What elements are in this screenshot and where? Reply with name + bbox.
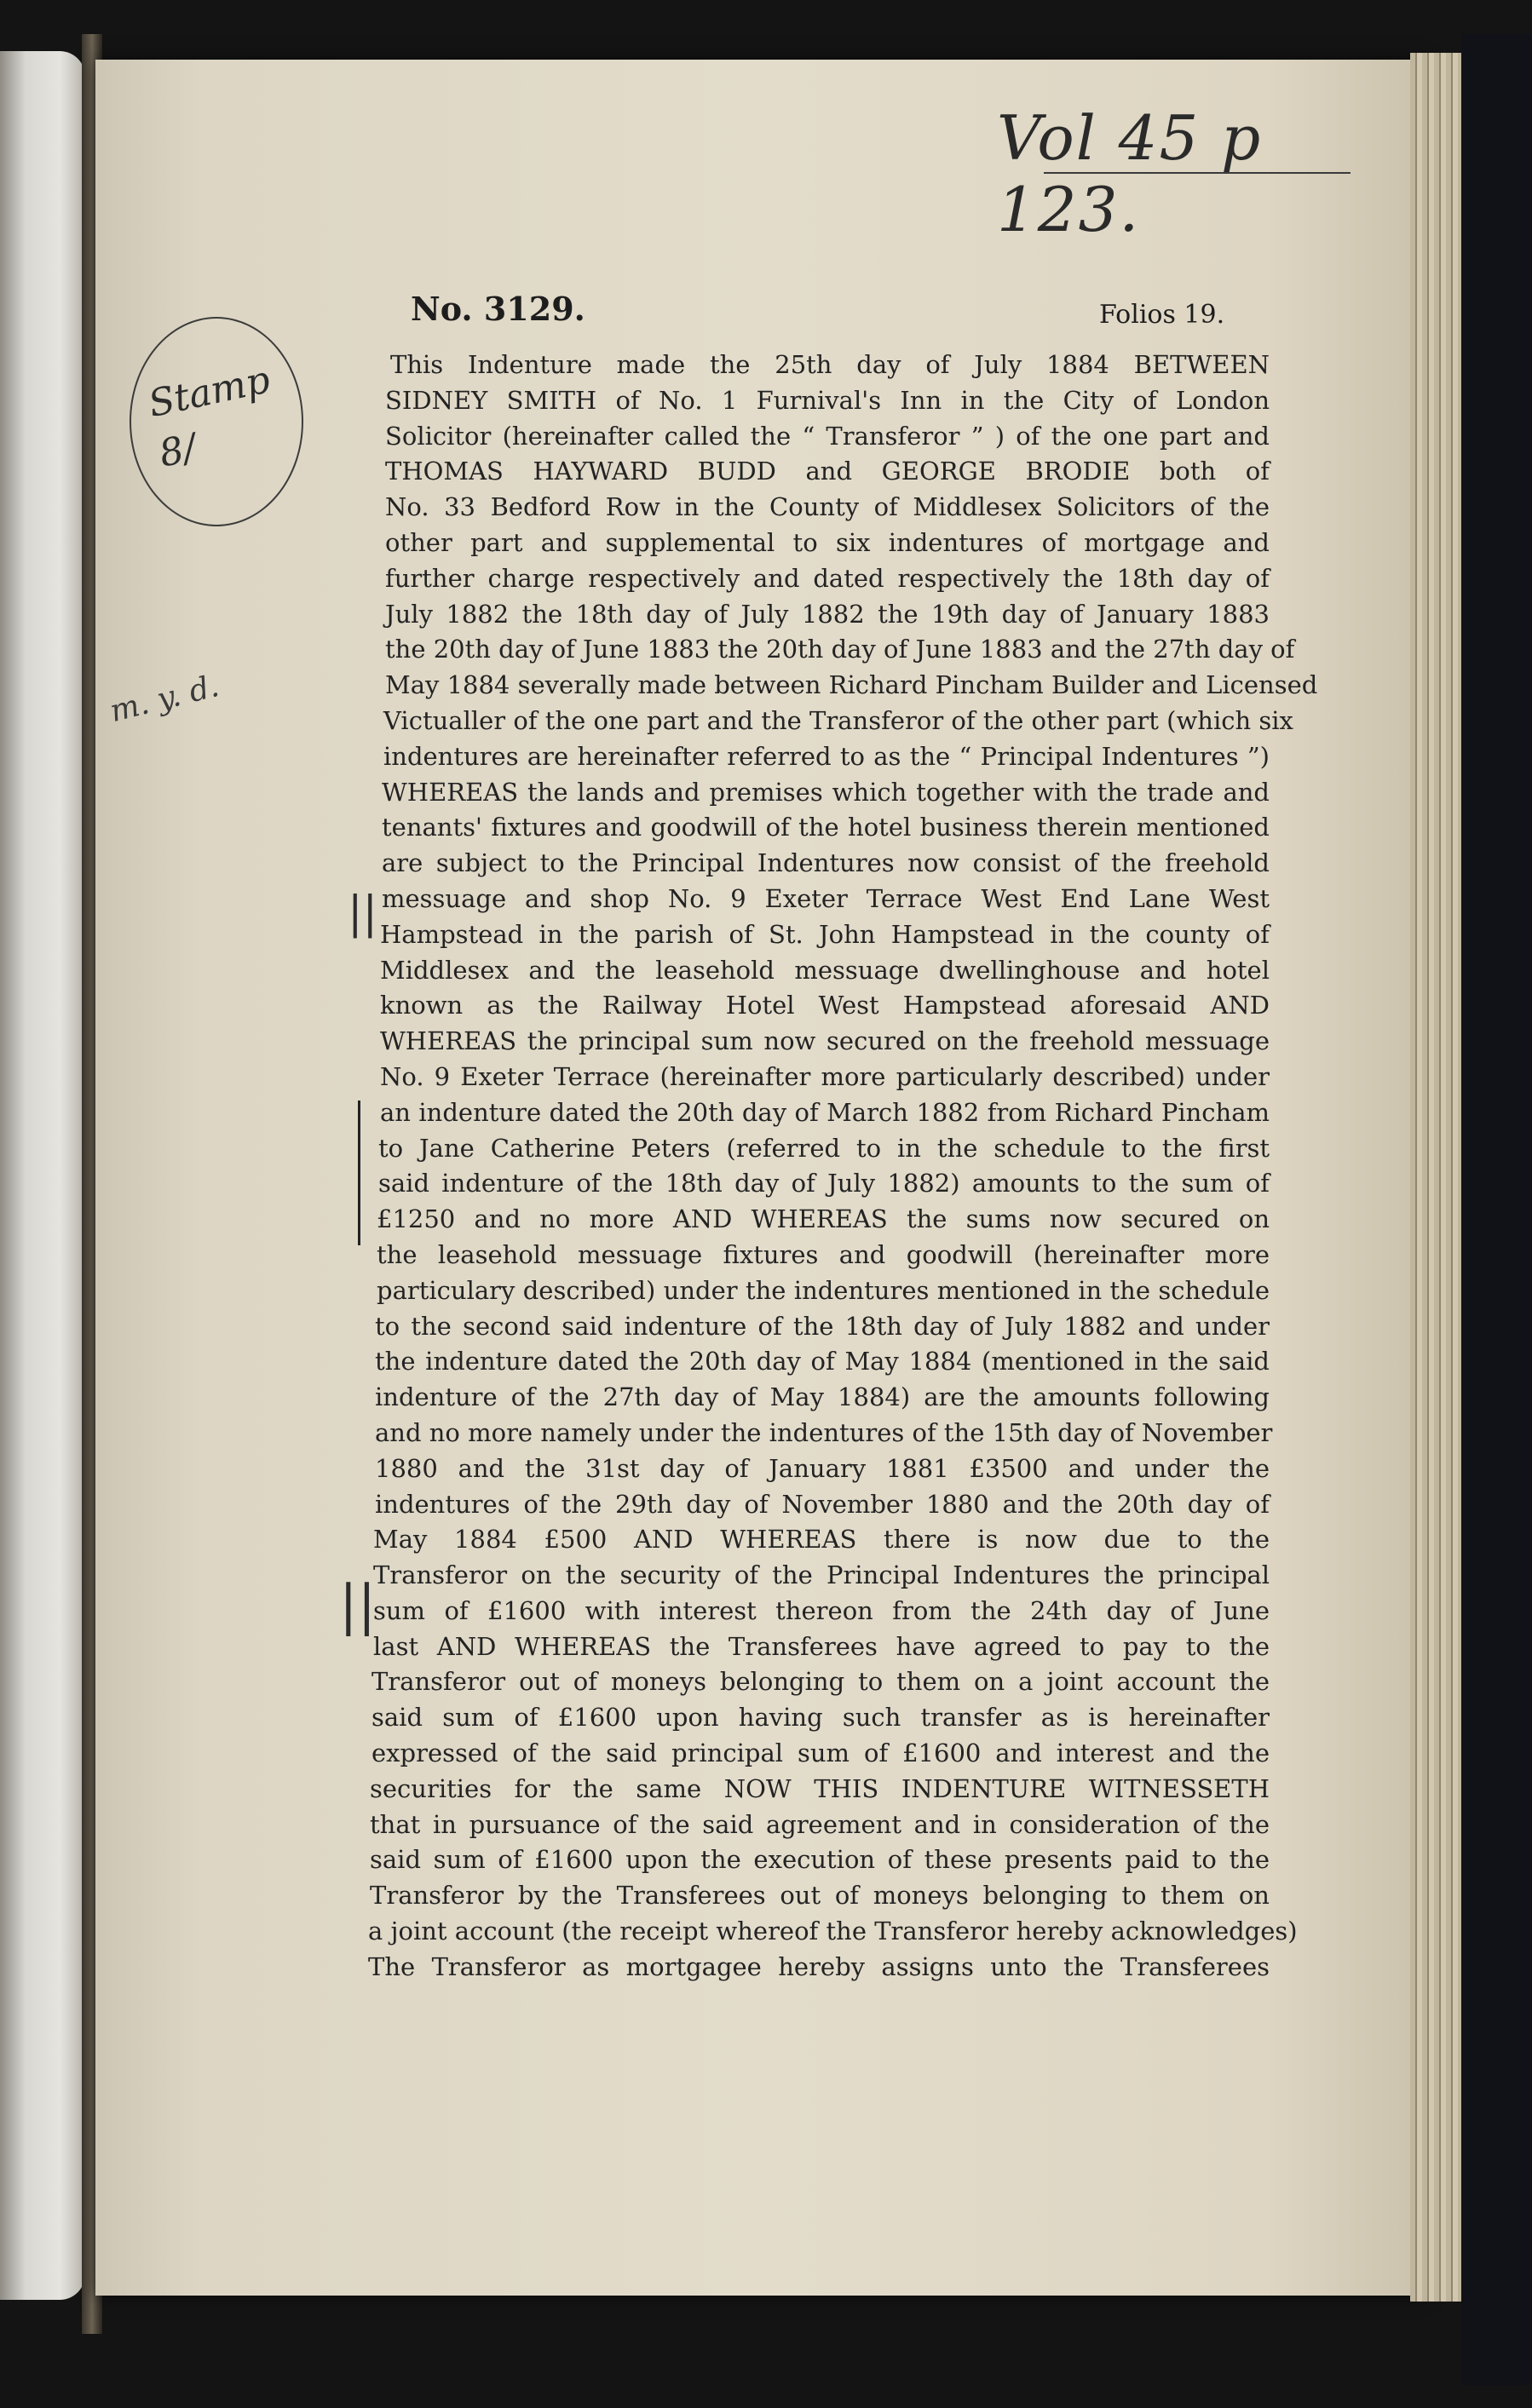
text-line: expressed of the said principal sum of £1600 and interest and the (371, 1738, 1270, 1768)
text-line: WHEREAS the principal sum now secured on the freehold messuage (380, 1026, 1270, 1056)
text-line: said indenture of the 18th day of July 1882) amounts to the sum of (378, 1169, 1270, 1198)
text-line: indenture of the 27th day of May 1884) are the amounts following (375, 1382, 1270, 1412)
text-line: May 1884 £500 AND WHEREAS there is now due to the (373, 1525, 1270, 1555)
text-line: the leasehold messuage fixtures and goodwill (hereinafter more (377, 1239, 1270, 1269)
text-line: £1250 and no more AND WHEREAS the sums now secured on (377, 1204, 1270, 1234)
text-line: the 20th day of June 1883 the 20th day of June 1883 and the 27th day of (385, 635, 1295, 664)
text-line: Transferor on the security of the Principal Indentures the principal (373, 1560, 1270, 1590)
text-line: are subject to the Principal Indentures now consist of the freehold (382, 848, 1270, 878)
text-line: Transferor by the Transferees out of moneys belonging to them on (370, 1881, 1270, 1911)
text-line: indentures of the 29th day of November 1880 and the 20th day of (375, 1489, 1270, 1519)
text-line: said sum of £1600 upon having such transfer as is hereinafter (371, 1703, 1270, 1733)
document-number: No. 3129. (411, 290, 585, 328)
text-line: SIDNEY SMITH of No. 1 Furnival's Inn in the City of London (385, 385, 1270, 415)
text-line: to the second said indenture of the 18th day of July 1882 and under (375, 1311, 1270, 1341)
text-line: This Indenture made the 25th day of July 1884 BETWEEN (390, 350, 1270, 379)
stamp-note-line2: 8/ (155, 425, 200, 476)
text-line: 1880 and the 31st day of January 1881 £3500 and under the (375, 1453, 1270, 1483)
book-cover (1461, 34, 1532, 2385)
volume-reference-underline (1044, 172, 1351, 174)
text-line: THOMAS HAYWARD BUDD and GEORGE BRODIE both of (385, 457, 1270, 486)
text-line: last AND WHEREAS the Transferees have agreed to pay to the (373, 1631, 1270, 1661)
text-line: particulary described) under the indentures mentioned in the schedule (377, 1275, 1270, 1305)
stamp-note-line1: Stamp (144, 358, 274, 427)
text-line: indentures are hereinafter referred to as the “ Principal Indentures ”) (383, 741, 1270, 771)
text-line: Transferor out of moneys belonging to them on a joint account the (371, 1667, 1270, 1697)
text-line: Solicitor (hereinafter called the “ Transferor ” ) of the one part and (385, 421, 1270, 451)
text-line: other part and supplemental to six indentures of mortgage and (385, 527, 1270, 557)
text-line: an indenture dated the 20th day of March 1882 from Richard Pincham (380, 1097, 1270, 1127)
text-line: the indenture dated the 20th day of May 1884 (mentioned in the said (375, 1347, 1270, 1376)
left-page-edge (0, 51, 85, 2300)
indenture-body-text (368, 348, 1318, 1986)
folios-count: Folios 19. (1099, 300, 1225, 330)
text-line: No. 33 Bedford Row in the County of Middlesex Solicitors of the (385, 492, 1270, 522)
text-line: that in pursuance of the said agreement and in consideration of the (370, 1809, 1270, 1839)
text-line: and no more namely under the indentures of the 15th day of November (375, 1417, 1273, 1447)
text-line: The Transferor as mortgagee hereby assigns unto the Transferees (368, 1951, 1270, 1981)
text-line: a joint account (the receipt whereof the Transferor hereby acknowledges) (368, 1917, 1298, 1946)
margin-tick-mark: || (339, 1574, 377, 1637)
text-line: messuage and shop No. 9 Exeter Terrace West End Lane West (382, 883, 1270, 913)
volume-reference-note: Vol 45 p 123. (997, 102, 1263, 245)
text-line: said sum of £1600 upon the execution of these presents paid to the (370, 1845, 1270, 1875)
text-line: further charge respectively and dated respectively the 18th day of (385, 563, 1270, 593)
text-line: No. 9 Exeter Terrace (hereinafter more particularly described) under (380, 1061, 1270, 1091)
margin-bracket-line (358, 1101, 360, 1245)
text-line: Victualler of the one part and the Transferor of the other part (which six (383, 705, 1293, 735)
text-line: Hampstead in the parish of St. John Hampstead in the county of (380, 919, 1270, 949)
text-line: Middlesex and the leasehold messuage dwellinghouse and hotel (380, 955, 1270, 985)
text-line: May 1884 severally made between Richard Pincham Builder and Licensed (385, 670, 1318, 700)
text-line: July 1882 the 18th day of July 1882 the 19th day of January 1883 (385, 599, 1270, 629)
text-line: to Jane Catherine Peters (referred to in the schedule to the first (378, 1133, 1270, 1163)
page-stack-edges (1410, 53, 1464, 2302)
text-line: sum of £1600 with interest thereon from the 24th day of June (373, 1595, 1270, 1625)
margin-side-note: m. y. d. (106, 668, 222, 730)
text-line: tenants' fixtures and goodwill of the hotel business therein mentioned (382, 813, 1270, 842)
text-line: securities for the same NOW THIS INDENTURE WITNESSETH (370, 1773, 1270, 1803)
margin-tick-mark: || (348, 888, 378, 939)
text-line: known as the Railway Hotel West Hampstead aforesaid AND (380, 991, 1270, 1020)
text-line: WHEREAS the lands and premises which together with the trade and (382, 777, 1270, 807)
